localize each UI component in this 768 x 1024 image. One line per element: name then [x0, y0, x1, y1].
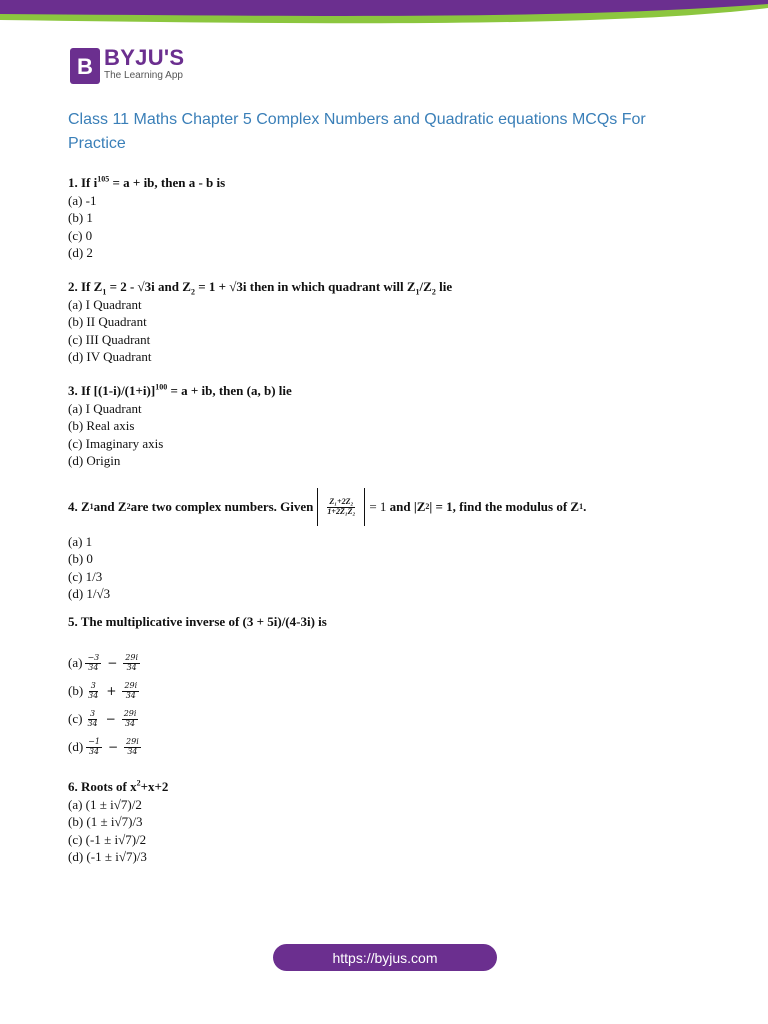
question-2-text: 2. If $Z_1 = 2 - √3i$ and $Z_2 = 1 + √3i$ then in which quadrant will $Z_1/Z_2$ lie [68, 279, 453, 297]
option-6b: (b) (1 ± i√7)/3 [68, 814, 143, 830]
question-1-text: 1. If $i^{105} = a$ + ib, then a - b is [68, 174, 226, 190]
question-5-text: 5. The multiplicative inverse of (3 + 5i)/(4-3i) is [68, 614, 327, 629]
option-2c: (c) III Quadrant [68, 331, 151, 347]
option-2b: (b) II Quadrant [68, 314, 147, 330]
option-1b: (b) 1 [68, 210, 93, 226]
page-title: Class 11 Maths Chapter 5 Complex Numbers and Quadratic equations MCQs For Practice [68, 111, 646, 152]
byjus-logo[interactable] [69, 47, 184, 87]
option-3a: (a) I Quadrant [68, 401, 142, 416]
option-4b: (b) 0 [68, 551, 93, 567]
option-5a: (a) $\frac{-3}{34}$ − $\frac{29i}{34}$ [68, 653, 139, 672]
question-2 [68, 278, 452, 365]
option-6d: (d) (-1 ± i√7)/3 [68, 848, 147, 864]
question-5 [68, 613, 327, 761]
option-4a: (a) 1 [68, 534, 93, 549]
logo-name: BYJU'S [104, 45, 185, 70]
website-link-button[interactable] [273, 944, 497, 971]
question-6-text: 6. Roots of $x^2+x+2$ [68, 778, 169, 794]
option-3d: (d) Origin [68, 452, 121, 468]
option-5b: (b) $\frac{3}{34}$ + $\frac{29i}{34}$ [68, 681, 138, 700]
option-4d: (d) 1/√3 [68, 585, 111, 601]
question-4 [68, 487, 586, 602]
question-6 [68, 778, 168, 865]
question-1 [68, 174, 225, 261]
option-3c: (c) Imaginary axis [68, 435, 164, 451]
question-3-text: 3. If $[(1-i)/(1+i)]^{100} = a$ + ib, then (a, b) lie [68, 382, 292, 398]
question-3 [68, 382, 292, 469]
option-3b: (b) Real axis [68, 418, 135, 434]
option-1c: (c) 0 [68, 227, 93, 243]
option-5d: (d) $\frac{-1}{34}$ − $\frac{29i}{34}$ [68, 737, 139, 756]
modulus-expression: $\frac{\text{Z₁+2Z₂}}{\text{1+2Z̄₁Z₂}}$ [317, 488, 365, 526]
option-1a: (a) -1 [68, 193, 97, 208]
option-6c: (c) (-1 ± i√7)/2 [68, 831, 147, 847]
question-4-text: 4. Z 1 and Z 2 are two complex numbers. Given $\frac{\text{Z₁+2Z₂}}{\text{1+2Z̄₁Z₂}}$ = 1 and |Z 2 | = 1, find the modulus of Z 1 . [68, 487, 586, 527]
option-1d: (d) 2 [68, 244, 93, 260]
header-decor-band [0, 0, 768, 28]
option-2a: (a) I Quadrant [68, 297, 142, 312]
website-url: https://byjus.com [332, 949, 438, 966]
option-5c: (c) $\frac{3}{34}$ − $\frac{29i}{34}$ [68, 709, 137, 728]
option-6a: (a) (1 ± i√7)/2 [68, 797, 142, 812]
logo-tagline: The Learning App [104, 70, 183, 81]
option-4c: (c) 1/3 [68, 568, 103, 584]
option-2d: (d) IV Quadrant [68, 348, 152, 364]
svg-text:B: B [77, 54, 93, 79]
logo-mark-icon [69, 47, 101, 85]
